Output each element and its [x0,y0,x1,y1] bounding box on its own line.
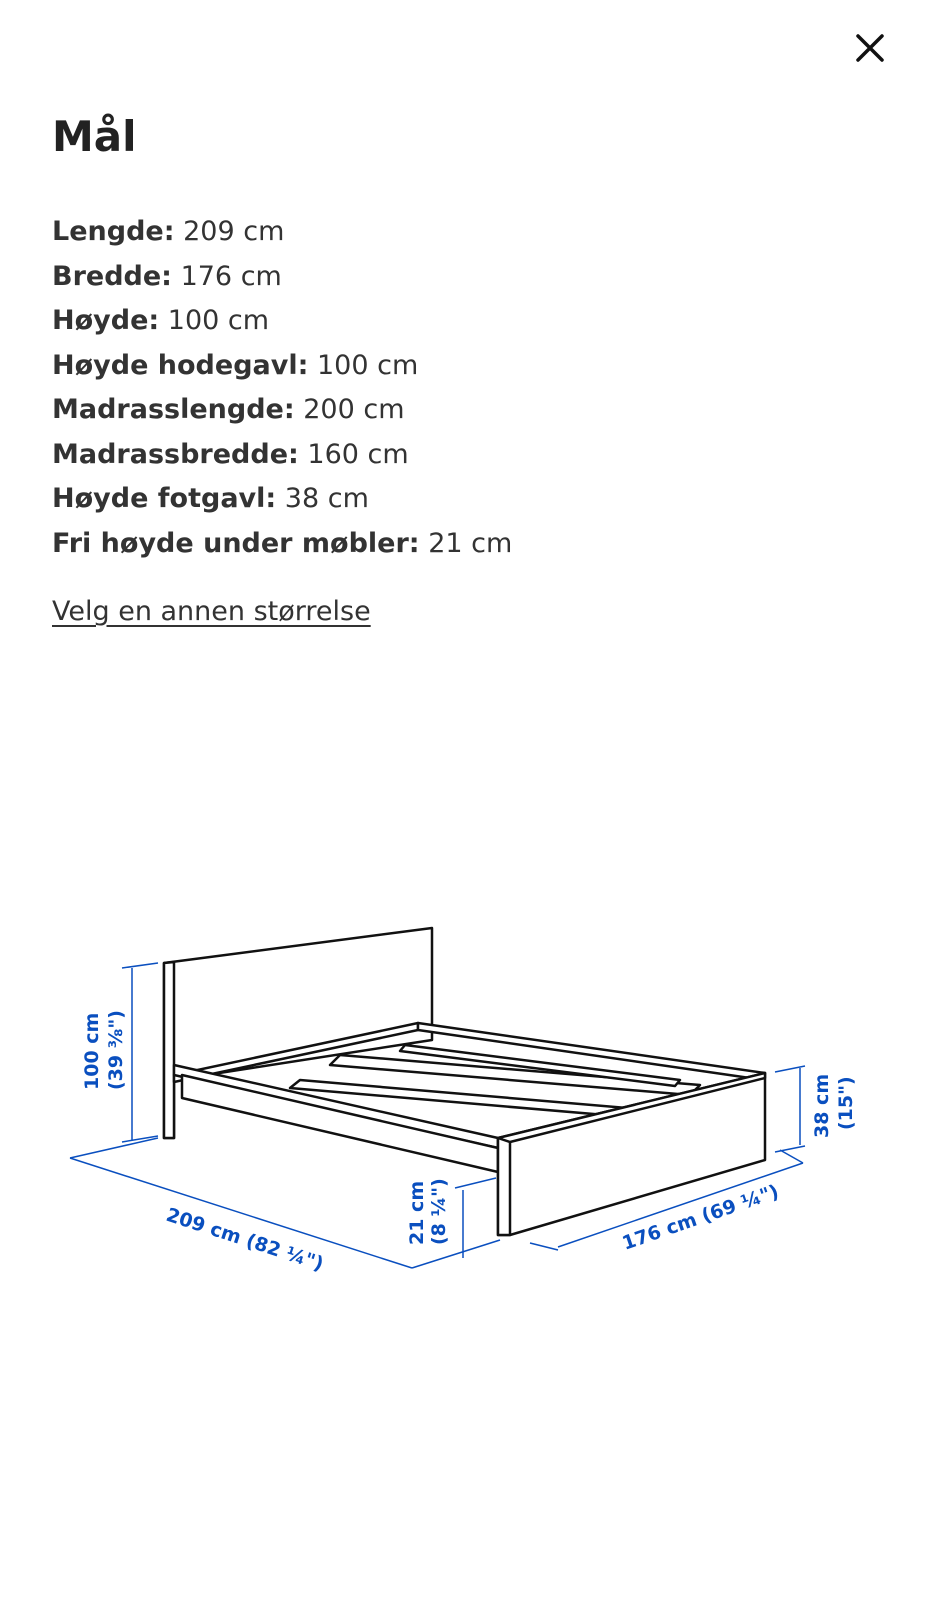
spec-row: Bredde: 176 cm [52,260,282,292]
bed-dimension-diagram [0,900,942,1320]
spec-row: Lengde: 209 cm [52,216,285,247]
spec-row: Fri høyde under møbler: 21 cm [52,527,513,559]
spec-row: Madrassbredde: 160 cm [52,438,409,470]
close-button[interactable] [852,30,888,66]
width-label: 176 cm (69 ¼") [619,1180,782,1255]
length-label: 209 cm (82 ¼") [163,1203,327,1276]
foot-height-inch-label: (15") [835,1076,857,1130]
close-icon [852,30,888,66]
page-title: Mål [52,112,137,161]
spec-row: Høyde: 100 cm [52,305,270,336]
spec-row: Høyde fotgavl: 38 cm [52,483,369,514]
height-inch-label: (39 ⅜") [105,1010,127,1090]
spec-row: Høyde hodegavl: 100 cm [52,349,419,381]
dimensions-list [52,210,512,566]
spec-row: Madrasslengde: 200 cm [52,394,405,425]
height-label: 100 cm [81,1012,103,1090]
clearance-label: 21 cm [406,1180,428,1245]
choose-other-size-link[interactable]: Velg en annen størrelse [52,596,371,627]
foot-height-label: 38 cm [811,1073,833,1138]
clearance-inch-label: (8 ¼") [428,1178,450,1245]
